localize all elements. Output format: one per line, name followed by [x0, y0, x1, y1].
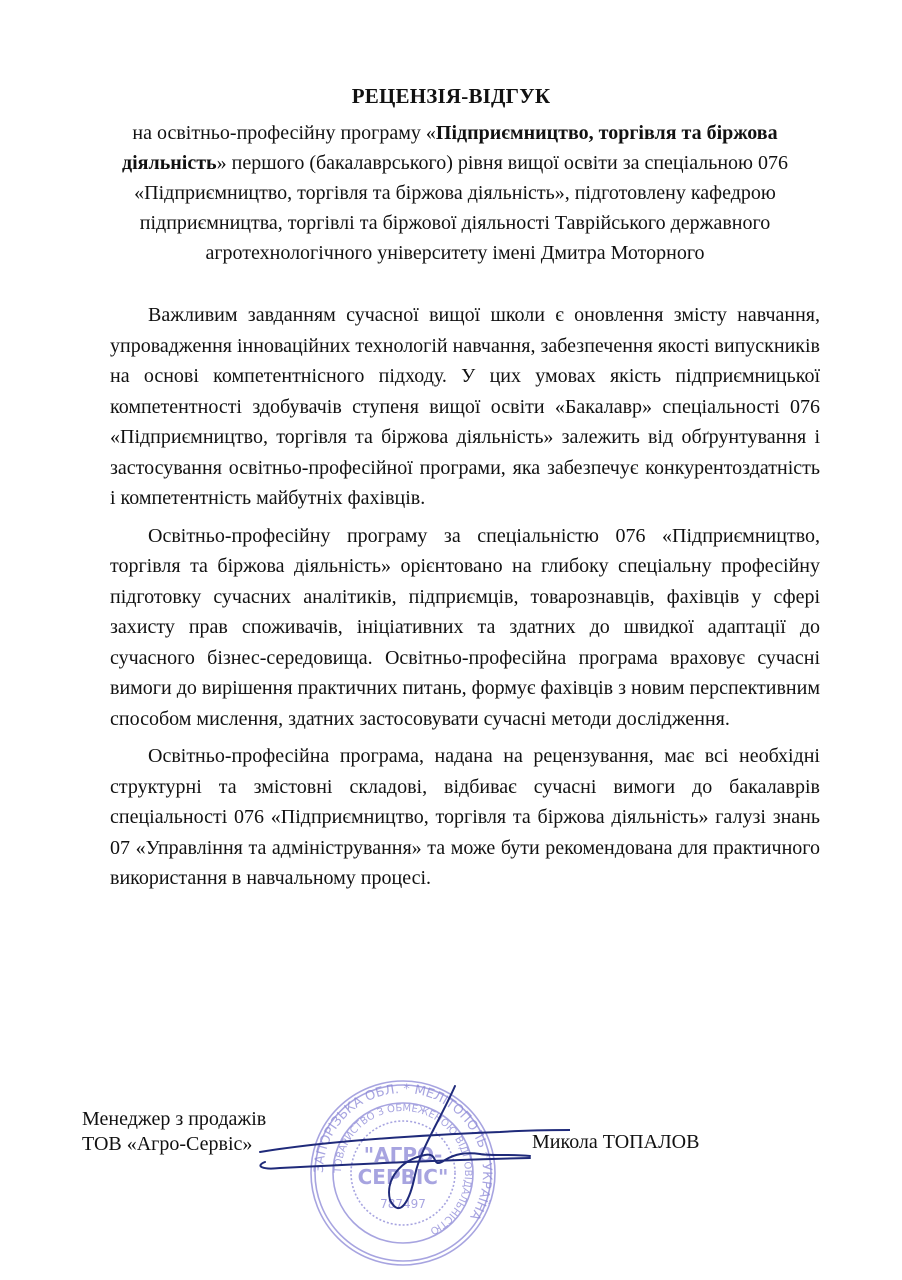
handwritten-signature: [240, 1080, 570, 1230]
stamp-center-line2: СЕРВІС": [357, 1165, 449, 1189]
paragraph-1: Важливим завданням сучасної вищої школи є оновлення змісту навчання, упровадження інноваційних технологій навчання, забезпечення якості випускників на основі компетентнісного підходу. У цих умовах якість підприємницької компетентності здобувачів ступеня вищої освіти «Бакалавр» спеціальності 076 «Підприємництво, торгівля та біржова діяльність» залежить від обґрунтування і застосування освітньо-професійної програми, яка забезпечує конкурентоздатність і компетентність майбутніх фахівців.: [110, 304, 820, 509]
subtitle-program-name: Підприємництво, торгівля та біржова діяльність: [121, 122, 778, 174]
paragraph-3: Освітньо-професійна програма, надана на рецензування, має всі необхідні структурні та змістовні складові, відбиває сучасні вимоги до бакалаврів спеціальності 076 «Підприємництво, торгівля та біржова діяльність» галузі знань 07 «Управління та адміністрування» та може бути рекомендована для практичного використання в навчальному процесі.: [110, 745, 820, 889]
subtitle-prefix: на освітньо-професійну програму «: [132, 122, 436, 144]
signatory-name: Микола ТОПАЛОВ: [532, 1131, 700, 1153]
document-body: [110, 300, 820, 901]
stamp-code: 787497: [380, 1197, 426, 1211]
stamp-outer-text: ЗАПОРІЗЬКА ОБЛ. * МЕЛІТОПОЛЬ * УКРАЇНА: [311, 1081, 495, 1223]
document-subtitle: [100, 118, 810, 268]
stamp-inner-text: ТОВАРИСТВО З ОБМЕЖЕНОЮ ВІДПОВІДАЛЬНІСТЮ: [332, 1102, 474, 1237]
document-title: РЕЦЕНЗІЯ-ВІДГУК: [351, 84, 551, 108]
signatory-company: ТОВ «Агро-Сервіс»: [82, 1133, 253, 1155]
stamp-center-line1: "АГРО-: [363, 1143, 443, 1167]
signatory-position: [82, 1107, 266, 1157]
paragraph-2: Освітньо-професійну програму за спеціальністю 076 «Підприємництво, торгівля та біржова діяльність» орієнтовано на глибоку спеціальну професійну підготовку сучасних аналітиків, підприємців, товарознавців, фахівців у сфері захисту прав споживачів, ініціативних та здатних до швидкої адаптації до сучасного бізнес-середовища. Освітньо-професійна програма враховує сучасні вимоги до вирішення практичних питань, формує фахівців з новим перспективним способом мислення, здатних застосовувати сучасні методи дослідження.: [110, 524, 820, 730]
subtitle-suffix: » першого (бакалаврського) рівня вищої освіти за спеціальною 076 «Підприємництво, торгівля та біржова діяльність», підготовлену кафедрою підприємництва, торгівлі та біржової діяльності Таврійського державного агротехнологічного університету імені Дмитра Моторного: [134, 152, 788, 264]
signatory-role: Менеджер з продажів: [82, 1108, 267, 1130]
